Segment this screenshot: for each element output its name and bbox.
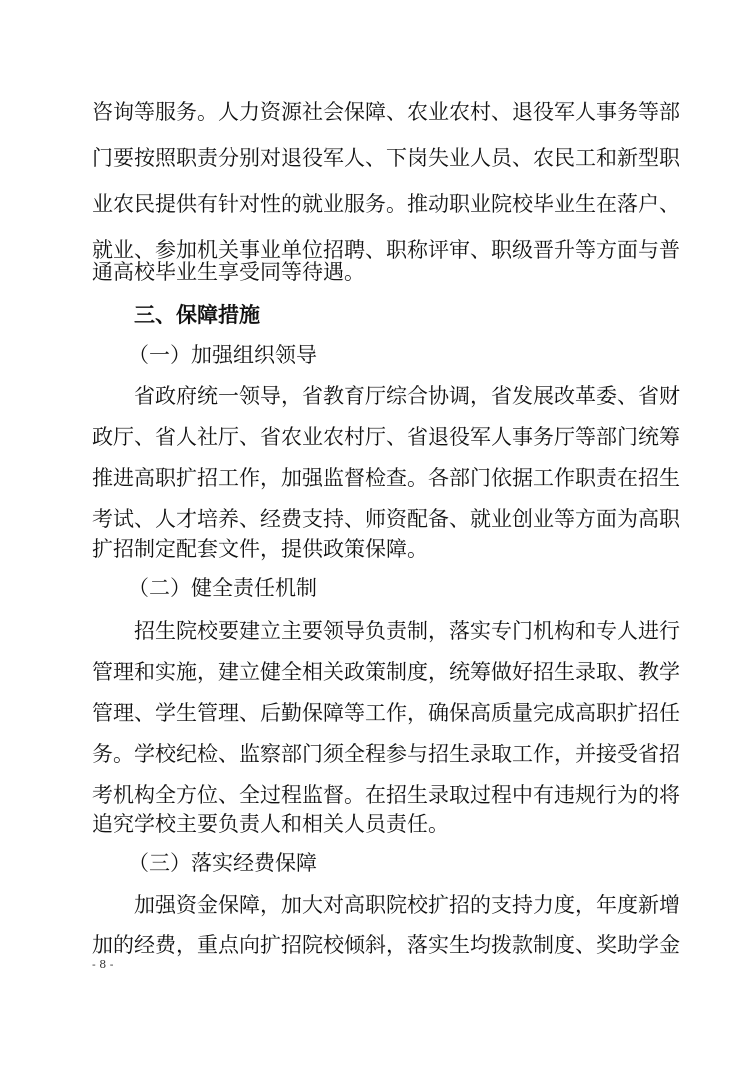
subsection-heading: （三）落实经费保障 — [128, 851, 317, 875]
body-line: 管理、学生管理、后勤保障等工作，确保高质量完成高职扩招任 — [92, 701, 680, 725]
body-line: 通高校毕业生享受同等待遇。 — [92, 260, 365, 284]
body-line: 追究学校主要负责人和相关人员责任。 — [92, 812, 449, 836]
body-line: 就业、参加机关事业单位招聘、职称评审、职级晋升等方面与普 — [92, 238, 680, 262]
body-line: 加强资金保障，加大对高职院校扩招的支持力度，年度新增 — [134, 893, 680, 917]
body-line: 管理和实施，建立健全相关政策制度，统筹做好招生录取、教学 — [92, 660, 680, 684]
body-line: 政厅、省人社厅、省农业农村厅、省退役军人事务厅等部门统筹 — [92, 425, 680, 449]
body-line: 门要按照职责分别对退役军人、下岗失业人员、农民工和新型职 — [92, 146, 680, 170]
body-line: 推进高职扩招工作，加强监督检查。各部门依据工作职责在招生 — [92, 466, 680, 490]
body-line: 务。学校纪检、监察部门须全程参与招生录取工作，并接受省招 — [92, 742, 680, 766]
body-line: 加的经费，重点向扩招院校倾斜，落实生均拨款制度、奖助学金 — [92, 933, 680, 957]
subsection-heading: （二）健全责任机制 — [128, 576, 317, 600]
body-line: 考试、人才培养、经费支持、师资配备、就业创业等方面为高职 — [92, 507, 680, 531]
page-number: - 8 - — [92, 958, 114, 971]
body-line: 扩招制定配套文件，提供政策保障。 — [92, 537, 428, 561]
subsection-heading: （一）加强组织领导 — [128, 343, 317, 367]
body-line: 招生院校要建立主要领导负责制，落实专门机构和专人进行 — [134, 619, 680, 643]
section-heading: 三、保障措施 — [134, 303, 260, 327]
body-line: 业农民提供有针对性的就业服务。推动职业院校毕业生在落户、 — [92, 192, 680, 216]
body-line: 咨询等服务。人力资源社会保障、农业农村、退役军人事务等部 — [92, 100, 680, 124]
body-line: 考机构全方位、全过程监督。在招生录取过程中有违规行为的将 — [92, 783, 680, 807]
body-line: 省政府统一领导，省教育厅综合协调，省发展改革委、省财 — [134, 384, 680, 408]
